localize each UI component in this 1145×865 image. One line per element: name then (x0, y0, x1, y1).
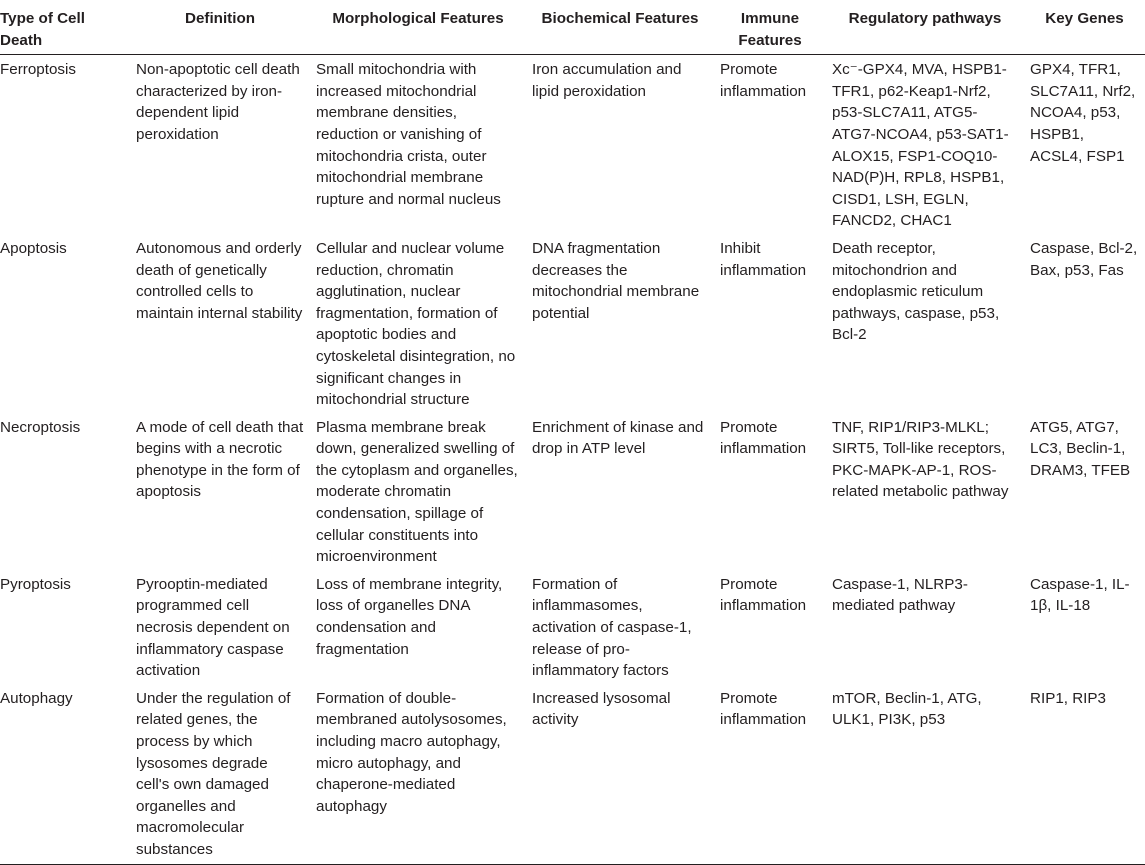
header-type: Type of Cell Death (0, 10, 85, 49)
cell-type: Pyroptosis (0, 575, 71, 593)
cell-definition: Autonomous and orderly death of genetically controlled cells to maintain internal stability (136, 239, 303, 322)
table-row (0, 235, 1145, 414)
cell-morphological: Small mitochondria with increased mitochondrial membrane densities, reduction or vanishing of mitochondria crista, outer mitochondrial membrane rupture and normal nucleus (316, 61, 501, 208)
cell-immune: Inhibit inflammation (720, 239, 807, 279)
cell-definition: Under the regulation of related genes, the process by which lysosomes degrade cell's own damaged organelles and macromolecular substances (136, 689, 291, 858)
table-body (0, 55, 1145, 864)
cell-type: Apoptosis (0, 239, 67, 257)
cell-definition: Pyrooptin-mediated programmed cell necrosis dependent on inflammatory caspase activation (136, 575, 290, 680)
header-immune: Immune Features (738, 10, 802, 49)
table-row (0, 55, 1145, 235)
cell-definition: Non-apoptotic cell death characterized by iron-dependent lipid peroxidation (136, 61, 300, 143)
cell-genes: Caspase, Bcl-2, Bax, p53, Fas (1030, 239, 1138, 279)
cell-definition: A mode of cell death that begins with a necrotic phenotype in the form of apoptosis (136, 418, 304, 501)
cell-type: Ferroptosis (0, 61, 76, 79)
cell-immune: Promote inflammation (720, 418, 807, 458)
cell-type: Necroptosis (0, 418, 81, 436)
cell-biochemical: DNA fragmentation decreases the mitochondrial membrane potential (532, 239, 700, 322)
table-row (0, 571, 1145, 685)
cell-biochemical: Formation of inflammasomes, activation of caspase-1, release of pro-inflammatory factors (532, 575, 692, 680)
cell-genes: GPX4, TFR1, SLC7A11, Nrf2, NCOA4, p53, HSPB1, ACSL4, FSP1 (1030, 61, 1136, 165)
header-biochemical: Biochemical Features (541, 10, 699, 27)
cell-biochemical: Enrichment of kinase and drop in ATP level (532, 418, 704, 458)
table-header (0, 0, 1145, 55)
table-row (0, 685, 1145, 864)
header-morphological: Morphological Features (332, 10, 504, 27)
header-definition: Definition (184, 10, 256, 27)
cell-regulatory: Death receptor, mitochondrion and endoplasmic reticulum pathways, caspase, p53, Bcl-2 (832, 239, 1000, 344)
cell-morphological: Loss of membrane integrity, loss of organelles DNA condensation and fragmentation (316, 575, 503, 658)
cell-morphological: Formation of double-membraned autolysosomes, including macro autophagy, micro autophagy, and chaperone-mediated autophagy (316, 689, 507, 815)
cell-immune: Promote inflammation (720, 689, 807, 729)
cell-regulatory: TNF, RIP1/RIP3-MLKL; SIRT5, Toll-like receptors, PKC-MAPK-AP-1, ROS-related metabolic pathway (832, 418, 1009, 501)
cell-biochemical: Iron accumulation and lipid peroxidation (532, 61, 682, 100)
cell-genes: Caspase-1, IL-1β, IL-18 (1030, 575, 1130, 615)
cell-immune: Promote inflammation (720, 575, 807, 615)
cell-morphological: Plasma membrane break down, generalized swelling of the cytoplasm and organelles, moderate chromatin condensation, spillage of cellular constituents into microenvironment (316, 418, 518, 566)
cell-genes: RIP1, RIP3 (1030, 689, 1106, 707)
cell-immune: Promote inflammation (720, 61, 807, 100)
cell-regulatory: Caspase-1, NLRP3-mediated pathway (832, 575, 968, 615)
header-regulatory: Regulatory pathways (848, 10, 1002, 27)
cell-regulatory: Xc⁻-GPX4, MVA, HSPB1-TFR1, p62-Keap1-Nrf2, p53-SLC7A11, ATG5-ATG7-NCOA4, p53-SAT1-ALOX15, FSP1-COQ10-NAD(P)H, RPL8, HSPB1, CISD1, LSH, EGLN, FANCD2, CHAC1 (832, 61, 1009, 230)
cell-biochemical: Increased lysosomal activity (532, 689, 671, 729)
header-genes: Key Genes (1045, 10, 1124, 27)
cell-regulatory: mTOR, Beclin-1, ATG, ULK1, PI3K, p53 (832, 689, 982, 729)
header-row (0, 0, 1145, 55)
table-row (0, 414, 1145, 571)
cell-genes: ATG5, ATG7, LC3, Beclin-1, DRAM3, TFEB (1030, 418, 1131, 479)
cell-morphological: Cellular and nuclear volume reduction, chromatin agglutination, nuclear fragmentation, formation of apoptotic bodies and cytoskeletal disintegration, no significant changes in mitochondrial structure (316, 239, 516, 409)
cell-type: Autophagy (0, 689, 73, 707)
